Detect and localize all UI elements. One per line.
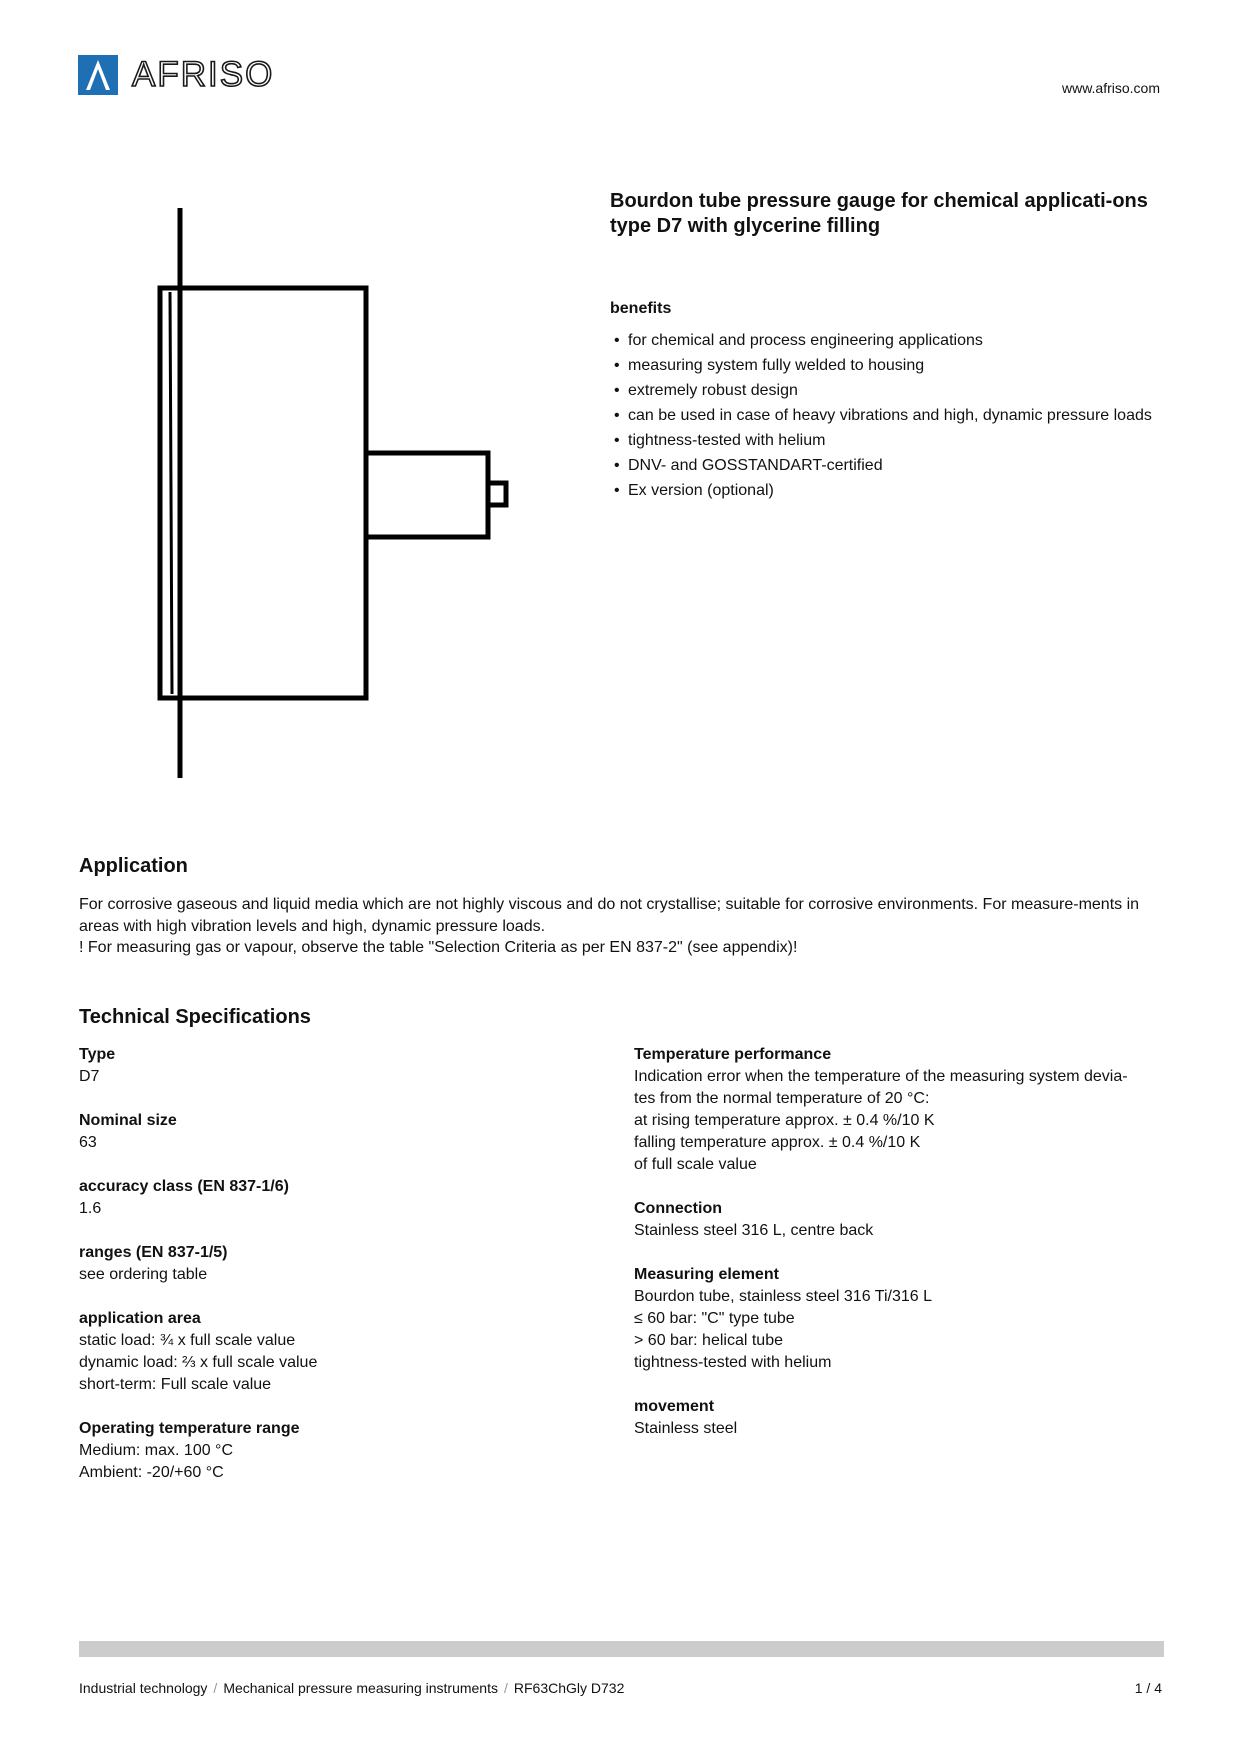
list-item: • can be used in case of heavy vibrations and high, dynamic pressure loads — [614, 406, 1174, 426]
connection-nipple — [488, 483, 506, 505]
spec-value: static load: ¾ x full scale value — [79, 1332, 296, 1349]
list-item: • measuring system fully welded to housing — [614, 356, 1174, 376]
spec-label: Nominal size — [79, 1112, 177, 1129]
list-item: • tightness-tested with helium — [614, 431, 1174, 451]
logo-wordmark: AFRISO — [132, 55, 275, 94]
list-item: • DNV- and GOSSTANDART-certified — [614, 456, 1174, 476]
application-heading: Application — [79, 855, 188, 877]
spec-type — [79, 1044, 599, 1088]
gauge-side-view-drawing — [150, 200, 520, 790]
list-item: • for chemical and process engineering applications — [614, 331, 1174, 351]
spec-value: Ambient: -20/+60 °C — [79, 1464, 224, 1481]
afriso-logo-icon — [78, 55, 118, 95]
spec-value: D7 — [79, 1068, 100, 1085]
website-link[interactable]: www.afriso.com — [1061, 80, 1160, 96]
page-number: 1 / 4 — [1134, 1680, 1162, 1696]
breadcrumb-separator: / — [213, 1680, 218, 1696]
spec-label: movement — [634, 1398, 715, 1415]
footer-divider-bar — [79, 1641, 1164, 1657]
spec-accuracy-class — [79, 1176, 599, 1220]
spec-label: Connection — [634, 1200, 722, 1217]
spec-value: Medium: max. 100 °C — [79, 1442, 234, 1459]
spec-label: ranges (EN 837-1/5) — [79, 1244, 228, 1261]
benefits-heading: benefits — [610, 300, 672, 317]
benefits-list — [614, 331, 1174, 506]
breadcrumb-item[interactable]: Industrial technology — [79, 1680, 208, 1696]
spec-value: 63 — [79, 1134, 97, 1151]
spec-ranges — [79, 1242, 599, 1286]
spec-value: 1.6 — [79, 1200, 102, 1217]
product-title: Bourdon tube pressure gauge for chemical applicati-ons type D7 with glycerine filling — [610, 190, 1148, 237]
spec-column-left — [79, 1044, 599, 1506]
spec-measuring-element — [634, 1264, 1154, 1374]
spec-column-right — [634, 1044, 1154, 1462]
spec-label: accuracy class (EN 837-1/6) — [79, 1178, 289, 1195]
application-text: For corrosive gaseous and liquid media which are not highly viscous and do not crystallise; suitable for corrosive environments. For measure-ments in areas with high vibration levels and high, dynamic pressure loads. — [79, 896, 1140, 935]
connection-stem — [366, 453, 488, 537]
spec-label: Measuring element — [634, 1266, 779, 1283]
spec-value: Bourdon tube, stainless steel 316 Ti/316 L — [634, 1288, 932, 1305]
spec-operating-temperature — [79, 1418, 599, 1484]
bezel-line — [170, 292, 172, 694]
list-item: • Ex version (optional) — [614, 481, 1174, 501]
spec-label: Operating temperature range — [79, 1420, 300, 1437]
spec-label: Type — [79, 1046, 116, 1063]
spec-temperature-performance — [634, 1044, 1154, 1176]
spec-value: > 60 bar: helical tube — [634, 1332, 783, 1349]
spec-label: application area — [79, 1310, 201, 1327]
spec-value: falling temperature approx. ± 0.4 %/10 K — [634, 1134, 921, 1151]
spec-value: Stainless steel — [634, 1420, 738, 1437]
spec-value: Stainless steel 316 L, centre back — [634, 1222, 874, 1239]
spec-movement — [634, 1396, 1154, 1440]
spec-connection — [634, 1198, 1154, 1242]
breadcrumb-item[interactable]: RF63ChGly D732 — [513, 1680, 625, 1696]
application-note: ! For measuring gas or vapour, observe the table "Selection Criteria as per EN 837-2" (see appendix)! — [79, 939, 798, 956]
spec-value: of full scale value — [634, 1156, 757, 1173]
spec-value: at rising temperature approx. ± 0.4 %/10 K — [634, 1112, 935, 1129]
spec-nominal-size — [79, 1110, 599, 1154]
case-outline — [160, 288, 366, 698]
spec-value: see ordering table — [79, 1266, 208, 1283]
spec-value: tightness-tested with helium — [634, 1354, 832, 1371]
spec-value: short-term: Full scale value — [79, 1376, 272, 1393]
spec-value: Indication error when the temperature of the measuring system devia- — [634, 1068, 1128, 1085]
spec-value: ≤ 60 bar: "C" type tube — [634, 1310, 795, 1327]
technical-specifications-heading: Technical Specifications — [79, 1006, 311, 1028]
application-body — [79, 894, 1164, 959]
spec-value: dynamic load: ⅔ x full scale value — [79, 1354, 318, 1371]
spec-value: tes from the normal temperature of 20 °C: — [634, 1090, 930, 1107]
breadcrumb-item[interactable]: Mechanical pressure measuring instruments — [223, 1680, 498, 1696]
spec-application-area — [79, 1308, 599, 1396]
breadcrumb — [79, 1680, 624, 1696]
spec-label: Temperature performance — [634, 1046, 832, 1063]
breadcrumb-separator: / — [504, 1680, 508, 1696]
afriso-logo — [78, 55, 274, 95]
list-item: • extremely robust design — [614, 381, 1174, 401]
